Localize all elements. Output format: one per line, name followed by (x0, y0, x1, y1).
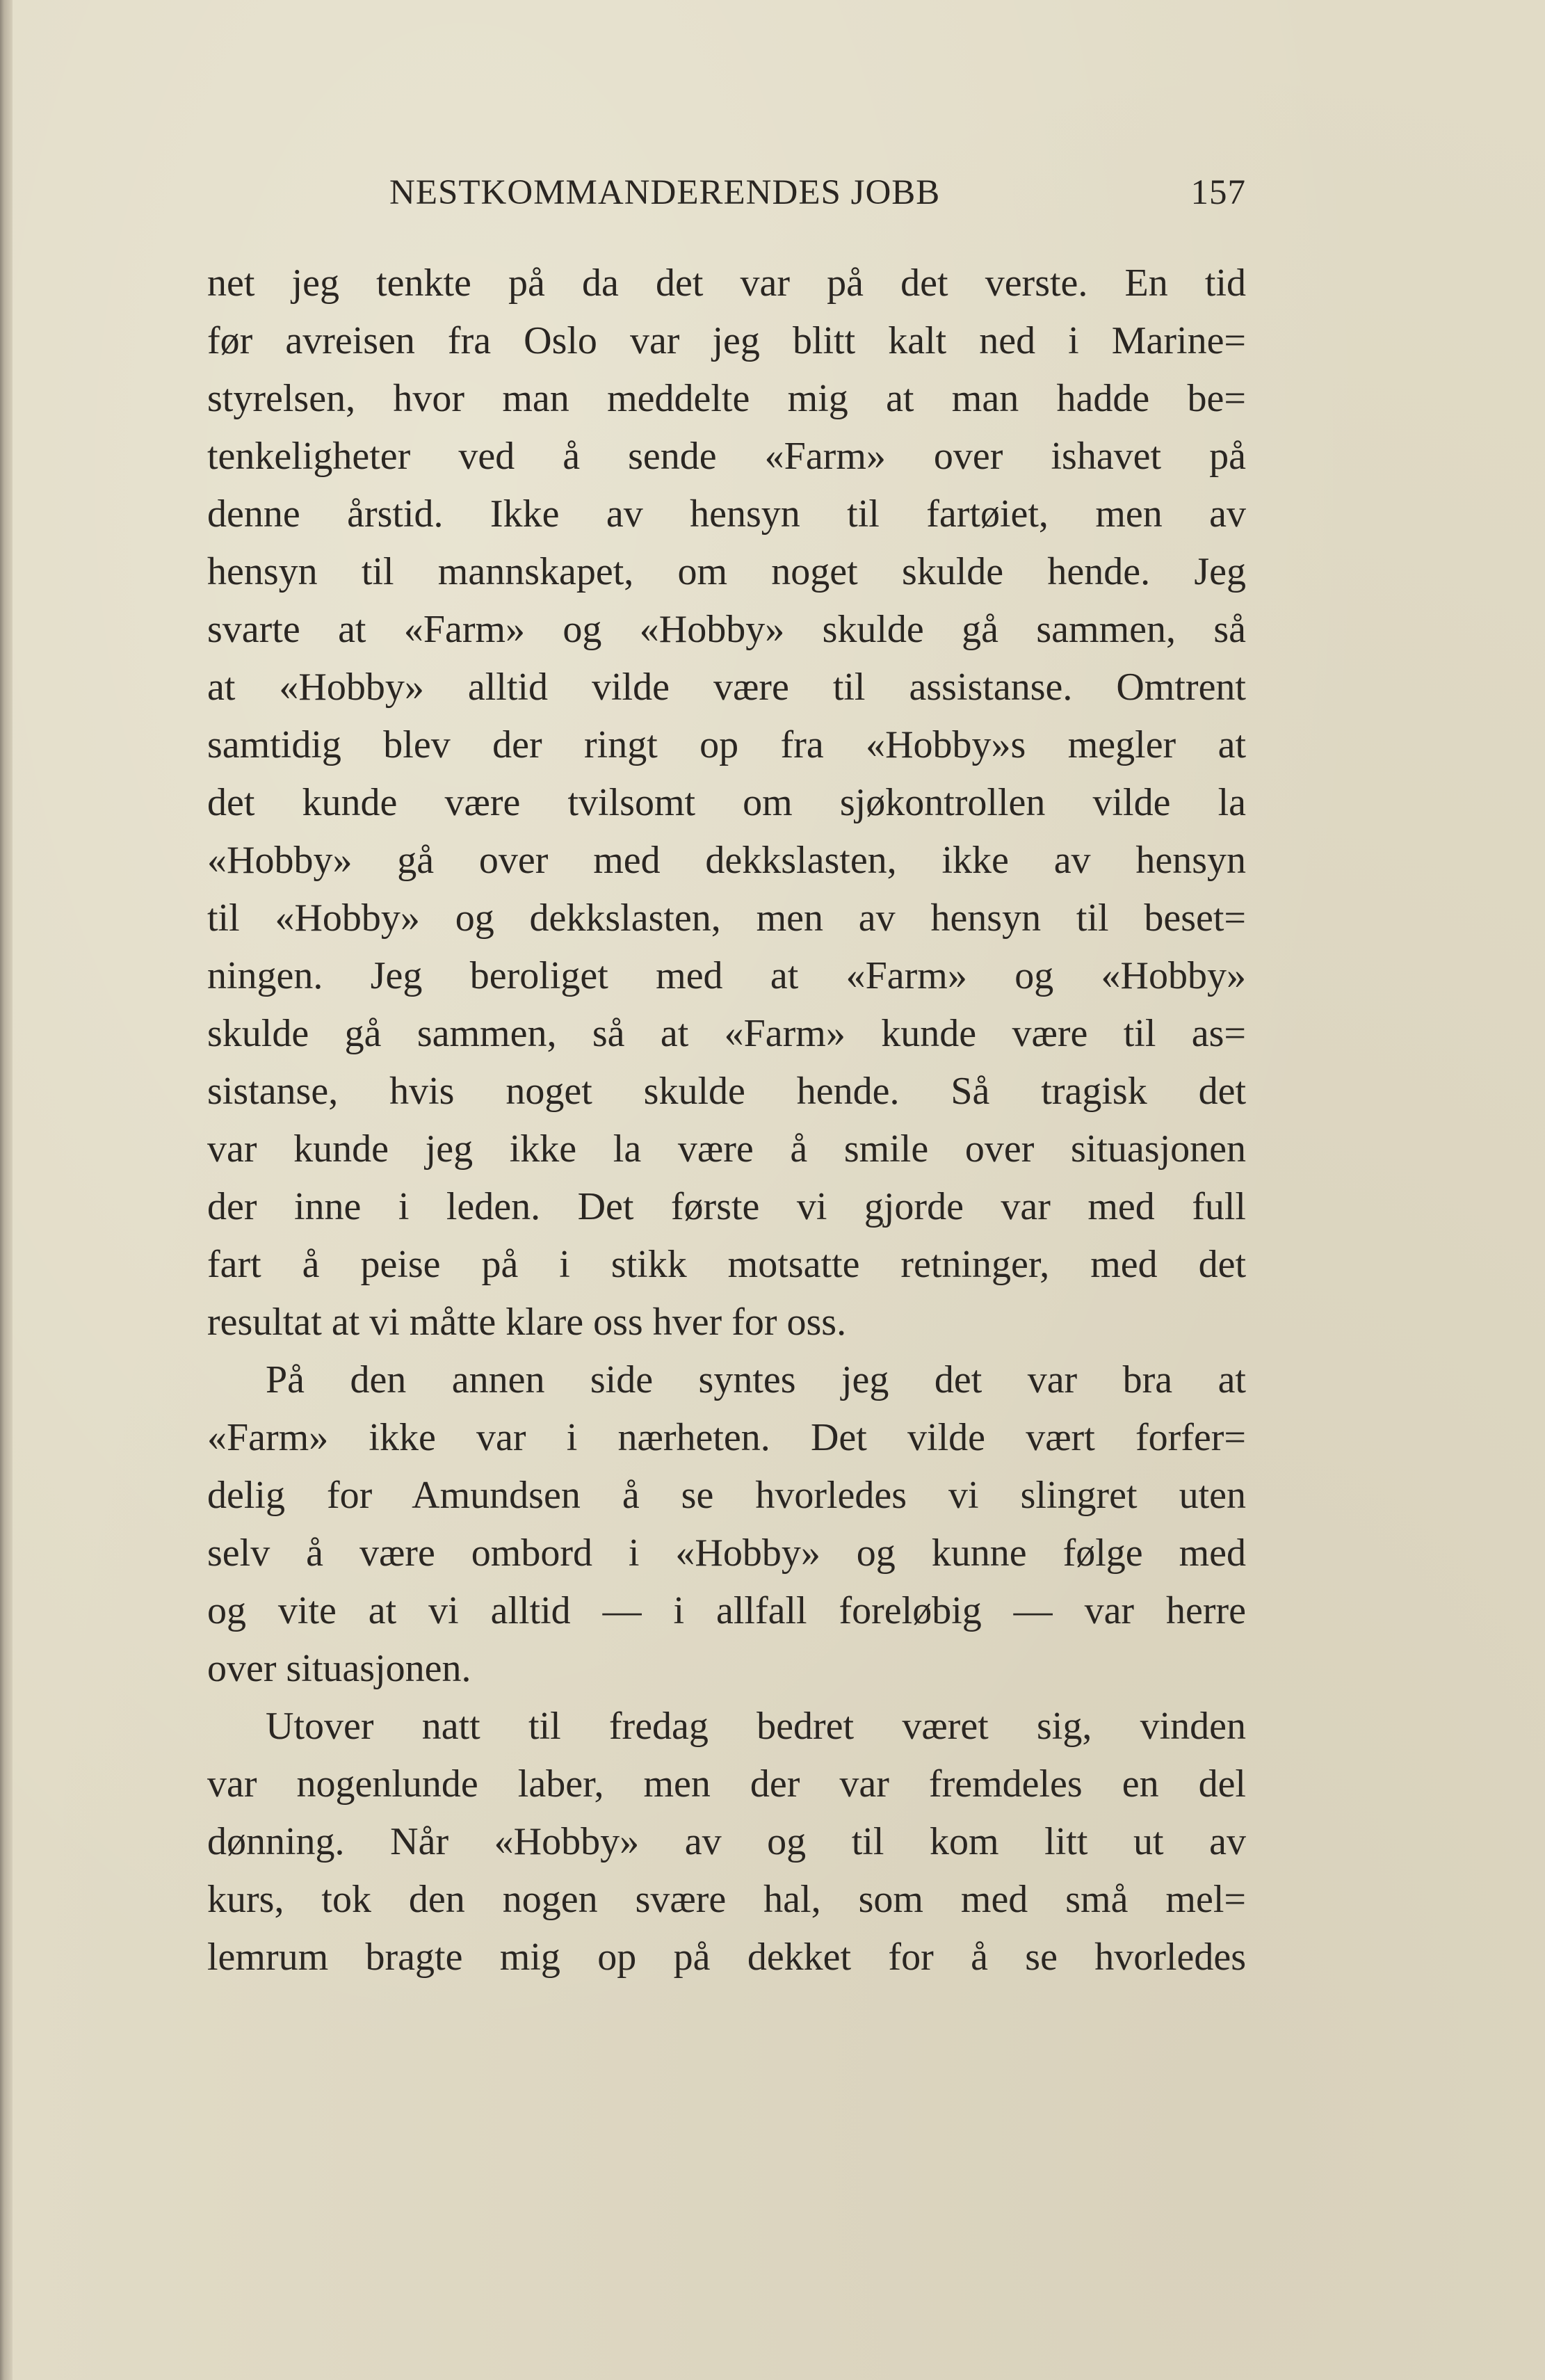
text-line: styrelsen, hvor man meddelte mig at man hadde be= (207, 377, 1246, 420)
text-line: selv å være ombord i «Hobby» og kunne følge med (207, 1531, 1246, 1575)
text-line: tenkeligheter ved å sende «Farm» over ishavet på (207, 435, 1246, 478)
paragraph-start-line: Utover natt til fredag bedret været sig, vinden (266, 1705, 1246, 1748)
text-line: denne årstid. Ikke av hensyn til fartøiet, men av (207, 492, 1246, 536)
text-line: fart å peise på i stikk motsatte retninger, med det (207, 1243, 1246, 1286)
paragraph-end-line: resultat at vi måtte klare oss hver for oss. (207, 1301, 847, 1344)
paragraph-end-line: over situasjonen. (207, 1647, 471, 1690)
paragraph-start-line: På den annen side syntes jeg det var bra at (266, 1358, 1246, 1401)
text-line: hensyn til mannskapet, om noget skulde hende. Jeg (207, 550, 1246, 593)
text-line: til «Hobby» og dekkslasten, men av hensyn til beset= (207, 896, 1246, 940)
text-line: lemrum bragte mig op på dekket for å se hvorledes (207, 1936, 1246, 1979)
text-line: ningen. Jeg beroliget med at «Farm» og «Hobby» (207, 954, 1246, 997)
text-line: før avreisen fra Oslo var jeg blitt kalt ned i Marine= (207, 319, 1246, 362)
text-line: var kunde jeg ikke la være å smile over situasjonen (207, 1127, 1246, 1171)
text-line: dønning. Når «Hobby» av og til kom litt ut av (207, 1820, 1246, 1863)
text-line: der inne i leden. Det første vi gjorde var med full (207, 1185, 1246, 1228)
text-line: skulde gå sammen, så at «Farm» kunde være til as= (207, 1012, 1246, 1055)
text-line: samtidig blev der ringt op fra «Hobby»s megler at (207, 723, 1246, 766)
text-line: sistanse, hvis noget skulde hende. Så tragisk det (207, 1070, 1246, 1113)
text-line: kurs, tok den nogen svære hal, som med små mel= (207, 1878, 1246, 1921)
text-line: «Farm» ikke var i nærheten. Det vilde vært forfer= (207, 1416, 1246, 1459)
text-line: og vite at vi alltid — i allfall foreløbig — var herre (207, 1589, 1246, 1632)
text-line: net jeg tenkte på da det var på det verste. En tid (207, 262, 1246, 305)
running-head: NESTKOMMANDERENDES JOBB (389, 173, 941, 212)
text-line: «Hobby» gå over med dekkslasten, ikke av hensyn (207, 839, 1246, 882)
page-binding-edge (0, 0, 13, 2380)
text-line: at «Hobby» alltid vilde være til assistanse. Omtrent (207, 666, 1246, 709)
text-line: delig for Amundsen å se hvorledes vi slingret uten (207, 1474, 1246, 1517)
body-text (207, 255, 1246, 1986)
page-header (207, 172, 1246, 221)
text-line: det kunde være tvilsomt om sjøkontrollen vilde la (207, 781, 1246, 824)
text-line: svarte at «Farm» og «Hobby» skulde gå sammen, så (207, 608, 1246, 651)
text-line: var nogenlunde laber, men der var fremdeles en del (207, 1762, 1246, 1806)
page-number: 157 (1190, 173, 1246, 212)
